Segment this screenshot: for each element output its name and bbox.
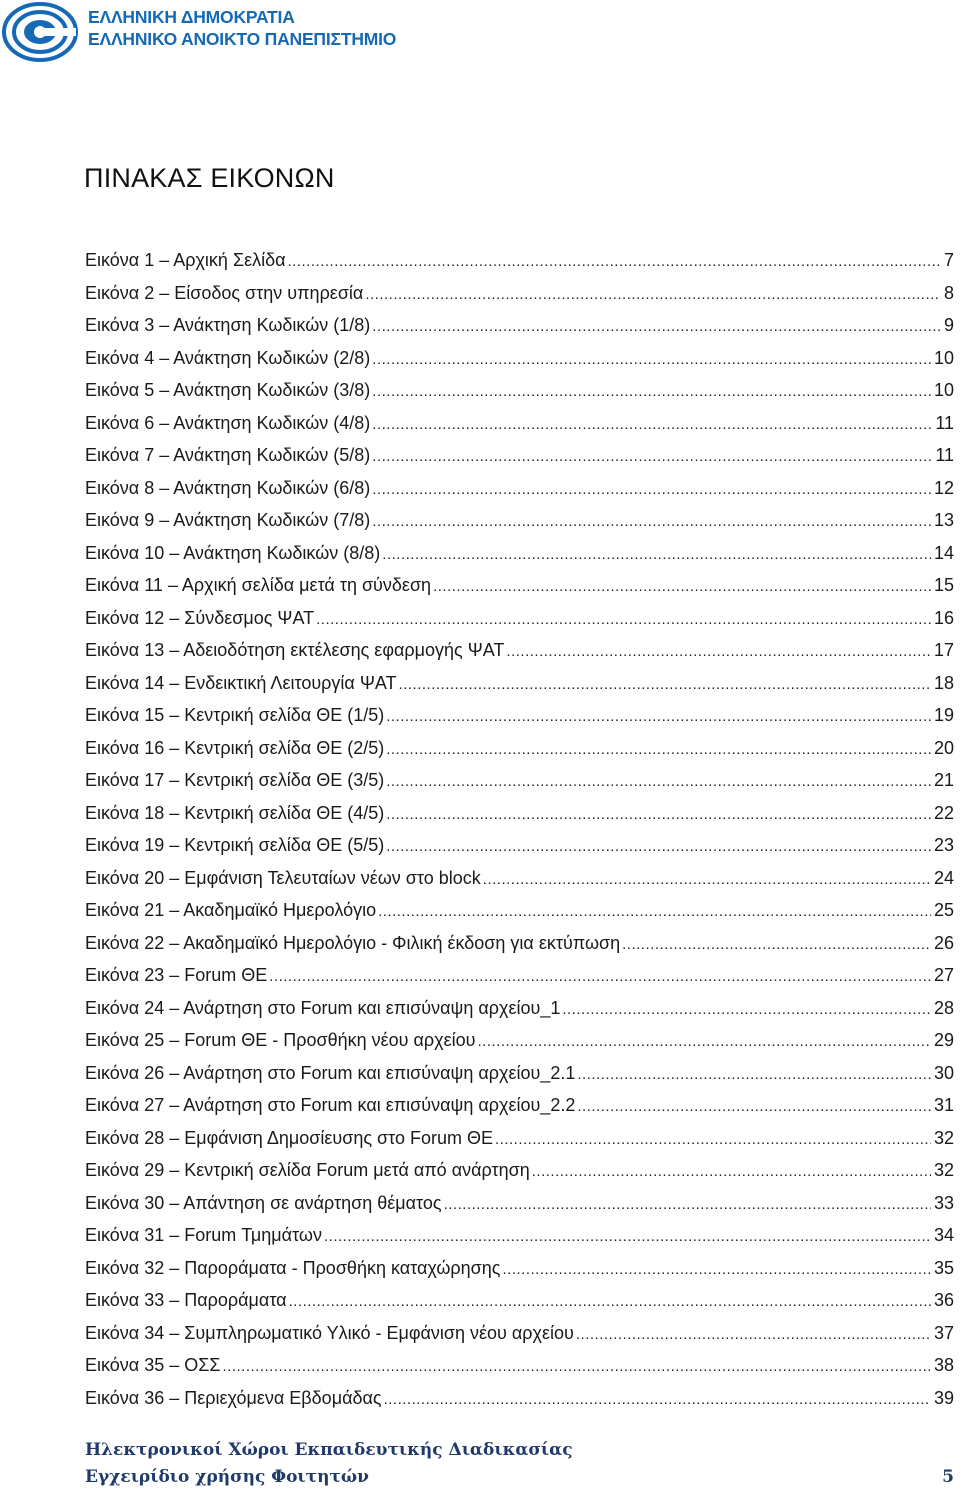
toc-leader-dots <box>386 773 931 790</box>
toc-entry[interactable] <box>85 1290 954 1323</box>
toc-entry-label: Εικόνα 5 – Ανάκτηση Κωδικών (3/8) <box>85 380 371 400</box>
toc-entry[interactable] <box>85 1355 954 1388</box>
toc-entry-label: Εικόνα 15 – Κεντρική σελίδα ΘΕ (1/5) <box>85 705 385 725</box>
toc-entry[interactable] <box>85 413 954 446</box>
toc-entry-page: 21 <box>933 770 954 790</box>
toc-entry-label: Εικόνα 27 – Ανάρτηση στο Forum και επισύναψη αρχείου_2.2 <box>85 1095 576 1115</box>
toc-entry-label: Εικόνα 14 – Ενδεικτική Λειτουργία ΨΑΤ <box>85 672 397 693</box>
toc-entry-label: Εικόνα 12 – Σύνδεσμος ΨΑΤ <box>85 607 315 628</box>
toc-entry[interactable] <box>85 445 954 478</box>
toc-entry[interactable] <box>85 1063 954 1096</box>
toc-entry[interactable] <box>85 1323 954 1356</box>
toc-entry[interactable] <box>85 543 954 576</box>
toc-entry[interactable] <box>85 933 954 966</box>
toc-leader-dots <box>372 481 931 498</box>
toc-leader-dots <box>495 1131 931 1148</box>
toc-leader-dots <box>444 1196 931 1213</box>
toc-entry-page: 10 <box>933 380 954 400</box>
toc-entry-page: 31 <box>933 1095 954 1115</box>
toc-entry-page: 37 <box>933 1322 954 1343</box>
toc-entry-label: Εικόνα 33 – Παροράματα <box>85 1290 287 1310</box>
toc-entry[interactable] <box>85 283 954 316</box>
toc-entry-page: 36 <box>933 1290 954 1310</box>
toc-entry[interactable] <box>85 250 954 283</box>
org-line-2: ΕΛΛΗΝΙΚΟ ΑΝΟΙΚΤΟ ΠΑΝΕΠΙΣΤΗΜΙΟ <box>88 29 397 49</box>
toc-entry-page: 26 <box>933 932 954 953</box>
toc-entry-page: 12 <box>933 477 954 498</box>
toc-entry[interactable] <box>85 868 954 901</box>
toc-entry-page: 15 <box>933 575 954 595</box>
toc-entry-page: 16 <box>933 607 954 628</box>
toc-entry-label: Εικόνα 11 – Αρχική σελίδα μετά τη σύνδεση <box>85 575 432 595</box>
toc-entry[interactable] <box>85 1160 954 1193</box>
footer-subtitle: Εγχειρίδιο χρήσης Φοιτητών <box>85 1467 369 1487</box>
toc-leader-dots <box>506 643 931 660</box>
toc-entry-page: 11 <box>935 412 954 433</box>
toc-leader-dots <box>384 1391 931 1408</box>
toc-entry-label: Εικόνα 34 – Συμπληρωματικό Υλικό - Εμφάνιση νέου αρχείου <box>85 1322 574 1343</box>
toc-leader-dots <box>399 676 931 693</box>
toc-entry[interactable] <box>85 1128 954 1161</box>
toc-entry-label: Εικόνα 6 – Ανάκτηση Κωδικών (4/8) <box>85 412 371 433</box>
toc-entry-page: 24 <box>933 867 954 888</box>
toc-leader-dots <box>386 806 931 823</box>
table-of-figures <box>85 250 954 1420</box>
toc-leader-dots <box>483 871 931 888</box>
toc-entry-label: Εικόνα 31 – Forum Τμημάτων <box>85 1225 322 1245</box>
toc-entry-label: Εικόνα 8 – Ανάκτηση Κωδικών (6/8) <box>85 477 371 498</box>
toc-entry-page: 22 <box>933 802 954 823</box>
org-line-1: ΕΛΛΗΝΙΚΗ ΔΗΜΟΚΡΑΤΙΑ <box>88 7 295 27</box>
toc-leader-dots <box>372 318 941 335</box>
toc-entry-page: 8 <box>943 282 954 303</box>
toc-entry-label: Εικόνα 18 – Κεντρική σελίδα ΘΕ (4/5) <box>85 802 385 823</box>
toc-leader-dots <box>532 1163 931 1180</box>
toc-entry-page: 14 <box>933 542 954 563</box>
toc-entry-label: Εικόνα 28 – Εμφάνιση Δημοσίευσης στο Forum ΘΕ <box>85 1127 493 1148</box>
toc-entry-label: Εικόνα 17 – Κεντρική σελίδα ΘΕ (3/5) <box>85 770 385 790</box>
toc-entry-label: Εικόνα 10 – Ανάκτηση Κωδικών (8/8) <box>85 542 381 563</box>
toc-entry-page: 10 <box>933 347 954 368</box>
toc-entry[interactable] <box>85 608 954 641</box>
toc-entry-page: 27 <box>933 965 954 985</box>
toc-leader-dots <box>478 1033 931 1050</box>
toc-entry-label: Εικόνα 20 – Εμφάνιση Τελευταίων νέων στο block <box>85 867 481 888</box>
toc-entry-label: Εικόνα 24 – Ανάρτηση στο Forum και επισύναψη αρχείου_1 <box>85 997 561 1018</box>
toc-entry-label: Εικόνα 13 – Αδειοδότηση εκτέλεσης εφαρμογής ΨΑΤ <box>85 640 505 660</box>
eap-logo-icon <box>2 2 78 62</box>
toc-entry-label: Εικόνα 26 – Ανάρτηση στο Forum και επισύναψη αρχείου_2.1 <box>85 1062 576 1083</box>
toc-leader-dots <box>288 253 941 270</box>
toc-entry-page: 29 <box>933 1030 954 1050</box>
toc-entry-label: Εικόνα 22 – Ακαδημαϊκό Ημερολόγιο - Φιλική έκδοση για εκτύπωση <box>85 932 621 953</box>
toc-entry-page: 34 <box>933 1225 954 1245</box>
toc-entry[interactable] <box>85 673 954 706</box>
page-header <box>0 0 960 62</box>
toc-leader-dots <box>378 903 931 920</box>
toc-entry-page: 38 <box>933 1355 954 1375</box>
toc-entry-page: 32 <box>933 1127 954 1148</box>
toc-entry[interactable] <box>85 510 954 543</box>
toc-entry[interactable] <box>85 1193 954 1226</box>
toc-entry-label: Εικόνα 23 – Forum ΘΕ <box>85 965 268 985</box>
toc-entry[interactable] <box>85 965 954 998</box>
toc-entry[interactable] <box>85 835 954 868</box>
toc-entry-label: Εικόνα 7 – Ανάκτηση Κωδικών (5/8) <box>85 445 371 465</box>
toc-entry-page: 33 <box>933 1192 954 1213</box>
toc-entry-label: Εικόνα 9 – Ανάκτηση Κωδικών (7/8) <box>85 510 371 530</box>
toc-entry-page: 11 <box>935 445 954 465</box>
toc-entry-label: Εικόνα 25 – Forum ΘΕ - Προσθήκη νέου αρχείου <box>85 1030 476 1050</box>
toc-entry-label: Εικόνα 19 – Κεντρική σελίδα ΘΕ (5/5) <box>85 835 385 855</box>
toc-entry-page: 7 <box>943 250 954 270</box>
toc-entry[interactable] <box>85 1095 954 1128</box>
toc-entry-label: Εικόνα 21 – Ακαδημαϊκό Ημερολόγιο <box>85 900 377 920</box>
toc-leader-dots <box>372 416 932 433</box>
toc-entry[interactable] <box>85 900 954 933</box>
footer-title: Ηλεκτρονικοί Χώροι Εκπαιδευτικής Διαδικασίας <box>85 1440 573 1460</box>
toc-entry-page: 28 <box>933 997 954 1018</box>
toc-leader-dots <box>372 448 932 465</box>
toc-leader-dots <box>269 968 931 985</box>
toc-entry-label: Εικόνα 3 – Ανάκτηση Κωδικών (1/8) <box>85 315 371 335</box>
toc-entry-page: 9 <box>943 315 954 335</box>
toc-entry-label: Εικόνα 30 – Απάντηση σε ανάρτηση θέματος <box>85 1192 442 1213</box>
toc-entry-page: 17 <box>933 640 954 660</box>
toc-entry-page: 32 <box>933 1160 954 1180</box>
toc-entry-page: 25 <box>933 900 954 920</box>
toc-leader-dots <box>433 578 931 595</box>
toc-leader-dots <box>316 611 931 628</box>
toc-entry-page: 23 <box>933 835 954 855</box>
toc-entry[interactable] <box>85 1258 954 1291</box>
toc-leader-dots <box>386 741 931 758</box>
toc-leader-dots <box>386 708 931 725</box>
toc-entry[interactable] <box>85 380 954 413</box>
toc-leader-dots <box>372 383 931 400</box>
page-number: 5 <box>942 1467 954 1487</box>
toc-entry[interactable] <box>85 575 954 608</box>
toc-entry-label: Εικόνα 2 – Είσοδος στην υπηρεσία <box>85 282 364 303</box>
toc-entry-page: 39 <box>933 1387 954 1408</box>
toc-entry[interactable] <box>85 803 954 836</box>
toc-entry-page: 18 <box>933 672 954 693</box>
toc-entry-page: 20 <box>933 737 954 758</box>
toc-leader-dots <box>372 351 931 368</box>
toc-leader-dots <box>324 1228 931 1245</box>
toc-entry[interactable] <box>85 998 954 1031</box>
toc-entry[interactable] <box>85 1388 954 1421</box>
toc-entry-label: Εικόνα 4 – Ανάκτηση Κωδικών (2/8) <box>85 347 371 368</box>
toc-entry[interactable] <box>85 1030 954 1063</box>
toc-leader-dots <box>223 1358 931 1375</box>
toc-entry[interactable] <box>85 770 954 803</box>
toc-leader-dots <box>289 1293 931 1310</box>
toc-entry[interactable] <box>85 640 954 673</box>
toc-leader-dots <box>502 1261 930 1278</box>
toc-entry-label: Εικόνα 32 – Παροράματα - Προσθήκη καταχώρησης <box>85 1257 501 1278</box>
toc-entry[interactable] <box>85 478 954 511</box>
toc-entry-label: Εικόνα 35 – ΟΣΣ <box>85 1355 221 1375</box>
page-title: ΠΙΝΑΚΑΣ ΕΙΚΟΝΩΝ <box>84 163 335 193</box>
toc-leader-dots <box>382 546 931 563</box>
toc-entry-page: 19 <box>933 705 954 725</box>
toc-leader-dots <box>372 513 931 530</box>
toc-leader-dots <box>365 286 941 303</box>
toc-entry[interactable] <box>85 1225 954 1258</box>
toc-entry-page: 30 <box>933 1062 954 1083</box>
toc-entry[interactable] <box>85 315 954 348</box>
toc-entry-label: Εικόνα 1 – Αρχική Σελίδα <box>85 250 286 270</box>
toc-leader-dots <box>562 1001 931 1018</box>
toc-leader-dots <box>622 936 931 953</box>
organization-name <box>88 6 396 50</box>
toc-leader-dots <box>386 838 931 855</box>
toc-entry[interactable] <box>85 738 954 771</box>
toc-entry[interactable] <box>85 705 954 738</box>
toc-entry-label: Εικόνα 16 – Κεντρική σελίδα ΘΕ (2/5) <box>85 737 385 758</box>
toc-entry-label: Εικόνα 29 – Κεντρική σελίδα Forum μετά από ανάρτηση <box>85 1160 530 1180</box>
toc-entry-page: 35 <box>933 1257 954 1278</box>
toc-entry-page: 13 <box>933 510 954 530</box>
toc-entry-label: Εικόνα 36 – Περιεχόμενα Εβδομάδας <box>85 1387 382 1408</box>
toc-leader-dots <box>576 1326 931 1343</box>
toc-leader-dots <box>577 1098 931 1115</box>
toc-leader-dots <box>577 1066 931 1083</box>
toc-entry[interactable] <box>85 348 954 381</box>
